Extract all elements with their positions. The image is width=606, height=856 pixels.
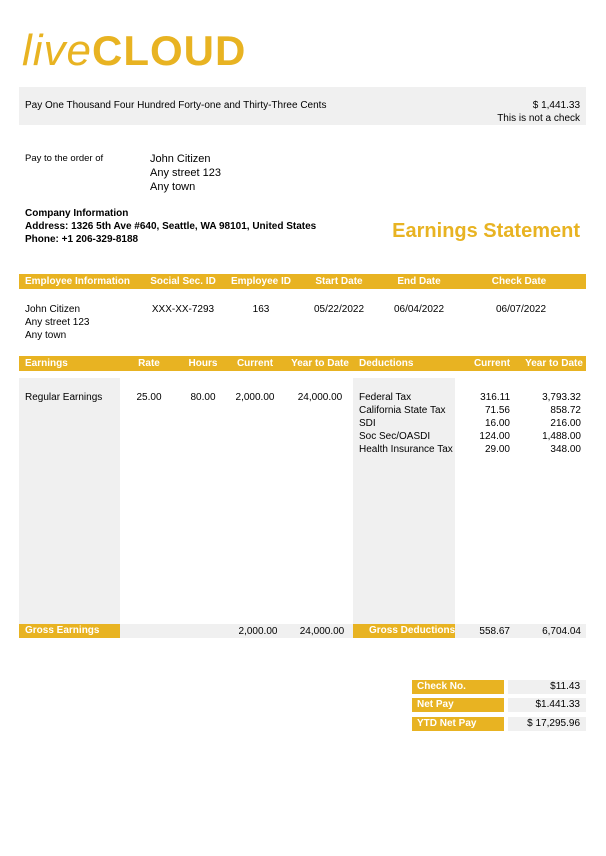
ytd-net-pay-value: $ 17,295.96 — [527, 718, 580, 729]
ssn-header: Social Sec. ID — [150, 276, 216, 287]
gross-earnings-ytd: 24,000.00 — [299, 626, 345, 637]
payee-town: Any town — [150, 181, 196, 193]
check-number-value: $11.43 — [550, 681, 580, 692]
statement-title: Earnings Statement — [392, 220, 580, 242]
deduction-label: SDI — [359, 418, 376, 429]
earnings-label-column — [19, 378, 120, 624]
deduction-ytd-header: Year to Date — [525, 358, 583, 369]
employee-info-header: Employee Information — [25, 276, 131, 287]
employee-name: John Citizen — [25, 304, 81, 315]
deduction-current: 316.11 — [480, 392, 510, 403]
net-pay-value: $1.441.33 — [535, 699, 580, 710]
employee-check-date: 06/07/2022 — [495, 304, 547, 315]
gross-deductions-current: 558.67 — [479, 626, 510, 637]
earnings-header: Earnings — [25, 358, 68, 369]
deduction-ytd: 216.00 — [550, 418, 581, 429]
pay-to-label: Pay to the order of — [25, 153, 104, 164]
earnings-rate: 25.00 — [136, 392, 162, 403]
check-number-label-cell — [412, 680, 504, 694]
ytd-header: Year to Date — [291, 358, 349, 369]
ytd-net-pay-label-cell — [412, 717, 504, 731]
deduction-label: Soc Sec/OASDI — [359, 431, 431, 442]
deduction-label: California State Tax — [359, 405, 446, 416]
employee-id: 163 — [252, 304, 270, 315]
deduction-ytd: 348.00 — [550, 444, 581, 455]
payee-street: Any street 123 — [150, 167, 221, 179]
gross-deductions-ytd: 6,704.04 — [542, 626, 581, 637]
amount-in-words: Pay One Thousand Four Hundred Forty-one and Thirty-Three Cents — [25, 100, 327, 111]
company-address: Address: 1326 5th Ave #640, Seattle, WA 98101, United States — [25, 221, 317, 232]
start-date-header: Start Date — [315, 276, 363, 287]
deduction-current: 124.00 — [479, 431, 510, 442]
earnings-current: 2,000.00 — [235, 392, 275, 403]
current-header: Current — [236, 358, 274, 369]
earnings-hours: 80.00 — [190, 392, 216, 403]
gross-deductions-cell — [353, 624, 455, 638]
ytd-net-pay-value-cell — [508, 717, 586, 731]
company-logo — [22, 26, 246, 76]
not-a-check-note: This is not a check — [497, 113, 580, 124]
deduction-ytd: 858.72 — [550, 405, 581, 416]
deduction-label: Health Insurance Tax — [359, 444, 453, 455]
deduction-label: Federal Tax — [359, 392, 412, 403]
employee-town: Any town — [25, 330, 67, 341]
logo-bold-text: CLOUD — [92, 27, 247, 74]
rate-header: Rate — [138, 358, 160, 369]
earnings-label: Regular Earnings — [25, 392, 103, 403]
net-pay-label: Net Pay — [417, 699, 454, 710]
employee-ssn: XXX-XX-7293 — [151, 304, 215, 315]
check-number-label: Check No. — [417, 681, 466, 692]
employee-header-bar — [19, 274, 586, 289]
deduction-ytd: 3,793.32 — [542, 392, 581, 403]
gross-earnings-cell — [19, 624, 120, 638]
deduction-ytd: 1,488.00 — [542, 431, 581, 442]
deduction-current: 16.00 — [484, 418, 510, 429]
earnings-ytd: 24,000.00 — [297, 392, 343, 403]
employee-start-date: 05/22/2022 — [313, 304, 365, 315]
gross-earnings-label: Gross Earnings — [25, 625, 100, 636]
check-amount: $ 1,441.33 — [532, 100, 580, 111]
deduction-current: 71.56 — [484, 405, 510, 416]
company-phone: Phone: +1 206-329-8188 — [25, 234, 139, 245]
net-pay-label-cell — [412, 698, 504, 712]
gross-earnings-current: 2,000.00 — [238, 626, 278, 637]
gross-deductions-label: Gross Deductions — [369, 625, 456, 636]
ytd-net-pay-label: YTD Net Pay — [417, 718, 477, 729]
check-date-header: Check Date — [491, 276, 547, 287]
deduction-current: 29.00 — [484, 444, 510, 455]
net-pay-value-cell — [508, 698, 586, 712]
company-heading: Company Information — [25, 208, 129, 219]
end-date-header: End Date — [397, 276, 441, 287]
employee-street: Any street 123 — [25, 317, 90, 328]
deductions-header: Deductions — [359, 358, 414, 369]
employee-end-date: 06/04/2022 — [393, 304, 445, 315]
deduction-current-header: Current — [473, 358, 511, 369]
hours-header: Hours — [188, 358, 218, 369]
logo-light-text: live — [22, 26, 93, 75]
employee-id-header: Employee ID — [230, 276, 292, 287]
earnings-header-bar — [19, 356, 586, 371]
check-amount-bar — [19, 87, 586, 125]
check-number-value-cell — [508, 680, 586, 694]
payee-name: John Citizen — [150, 153, 211, 165]
